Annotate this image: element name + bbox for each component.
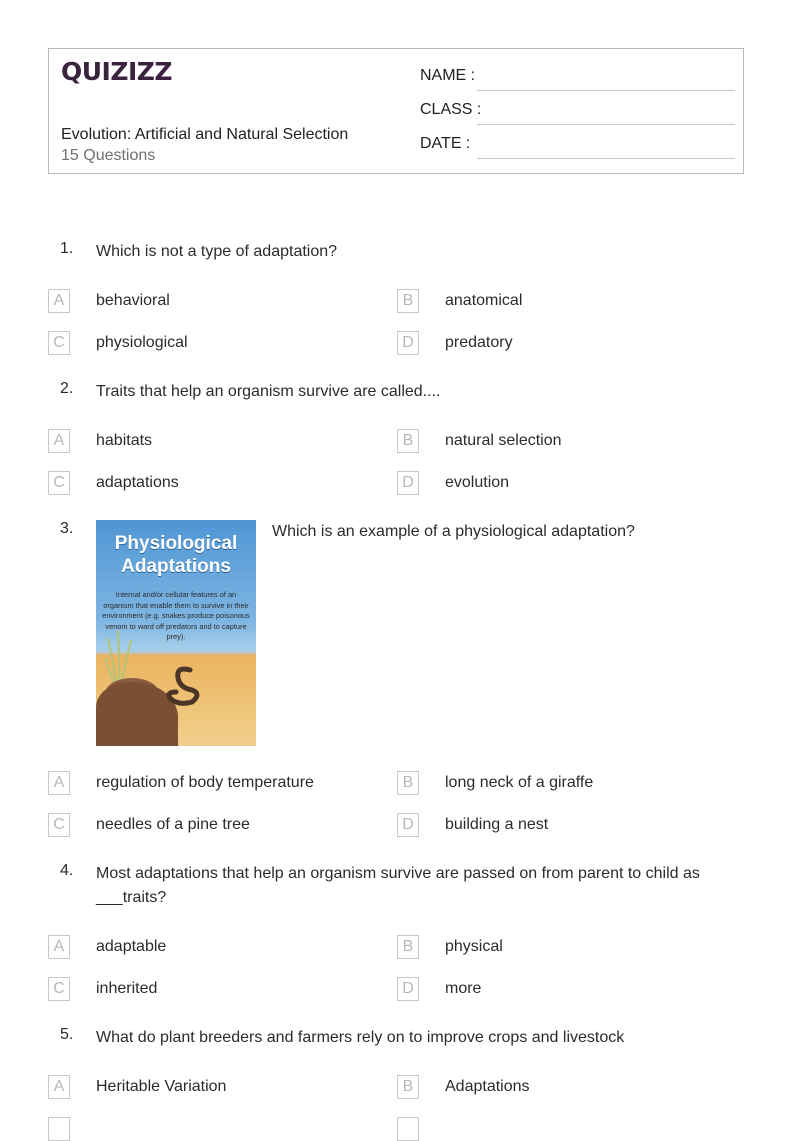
- option-b-text: physical: [445, 938, 503, 955]
- class-label: CLASS :: [420, 101, 482, 118]
- question-number: 2.: [60, 380, 74, 397]
- date-line: [477, 158, 735, 159]
- question-count: 15 Questions: [61, 147, 156, 164]
- option-a-box[interactable]: A: [48, 289, 70, 313]
- worksheet-header: [48, 48, 744, 174]
- option-d-box[interactable]: [397, 1117, 419, 1141]
- question-number: 1.: [60, 240, 74, 257]
- option-d-box[interactable]: D: [397, 331, 419, 355]
- option-a-text: Heritable Variation: [96, 1078, 227, 1095]
- option-a-text: habitats: [96, 432, 153, 449]
- option-d-box[interactable]: D: [397, 813, 419, 837]
- poster-heading: Physiological Adaptations: [114, 533, 238, 577]
- option-b-box[interactable]: B: [397, 771, 419, 795]
- worksheet-title: Evolution: Artificial and Natural Selection: [61, 126, 349, 143]
- option-d-text: more: [445, 980, 482, 997]
- option-a-box[interactable]: A: [48, 771, 70, 795]
- class-field[interactable]: [420, 101, 735, 125]
- question-text: What do plant breeders and farmers rely on to improve crops and livestock: [96, 1029, 625, 1046]
- option-c-box[interactable]: [48, 1117, 70, 1141]
- question-number: 5.: [60, 1026, 74, 1043]
- option-d-box[interactable]: D: [397, 977, 419, 1001]
- physiological-adaptations-poster: [96, 520, 256, 746]
- option-a-text: regulation of body temperature: [96, 774, 314, 791]
- option-c-text: inherited: [96, 980, 158, 997]
- option-c-text: adaptations: [96, 474, 179, 491]
- poster-caption: Internal and/or cellular features of an organism that enable them to survive in their environment (e.g. snakes produce poisonous venom to ward off predators and to capture prey).: [102, 590, 250, 642]
- option-a-box[interactable]: A: [48, 935, 70, 959]
- name-line: [477, 90, 735, 91]
- option-a-text: behavioral: [96, 292, 170, 309]
- question-text: Traits that help an organism survive are called....: [96, 383, 441, 400]
- option-b-text: long neck of a giraffe: [445, 774, 594, 791]
- date-label: DATE :: [420, 135, 471, 152]
- option-b-text: anatomical: [445, 292, 523, 309]
- option-d-text: building a nest: [445, 816, 549, 833]
- option-a-box[interactable]: A: [48, 429, 70, 453]
- quizizz-logo: QUIZIZZ: [61, 57, 173, 86]
- option-b-box[interactable]: B: [397, 289, 419, 313]
- class-line: [477, 124, 735, 125]
- option-b-text: natural selection: [445, 432, 562, 449]
- date-field[interactable]: [420, 135, 735, 159]
- option-b-text: Adaptations: [445, 1078, 530, 1095]
- question-text: Which is not a type of adaptation?: [96, 243, 338, 260]
- question-number: 4.: [60, 862, 74, 879]
- option-a-box[interactable]: A: [48, 1075, 70, 1099]
- option-b-box[interactable]: B: [397, 1075, 419, 1099]
- option-c-box[interactable]: C: [48, 331, 70, 355]
- question-number: 3.: [60, 520, 74, 537]
- option-b-box[interactable]: B: [397, 935, 419, 959]
- option-d-text: predatory: [445, 334, 513, 351]
- option-b-box[interactable]: B: [397, 429, 419, 453]
- option-d-text: evolution: [445, 474, 510, 491]
- name-field[interactable]: [420, 67, 735, 91]
- option-c-text: physiological: [96, 334, 188, 351]
- name-label: NAME :: [420, 67, 476, 84]
- question-text: Most adaptations that help an organism survive are passed on from parent to child as ___traits?: [96, 865, 700, 906]
- option-a-text: adaptable: [96, 938, 167, 955]
- snake-icon: [162, 662, 206, 706]
- option-d-box[interactable]: D: [397, 471, 419, 495]
- option-c-box[interactable]: C: [48, 813, 70, 837]
- option-c-box[interactable]: C: [48, 977, 70, 1001]
- option-c-text: needles of a pine tree: [96, 816, 250, 833]
- option-c-box[interactable]: C: [48, 471, 70, 495]
- question-text: Which is an example of a physiological adaptation?: [272, 523, 635, 540]
